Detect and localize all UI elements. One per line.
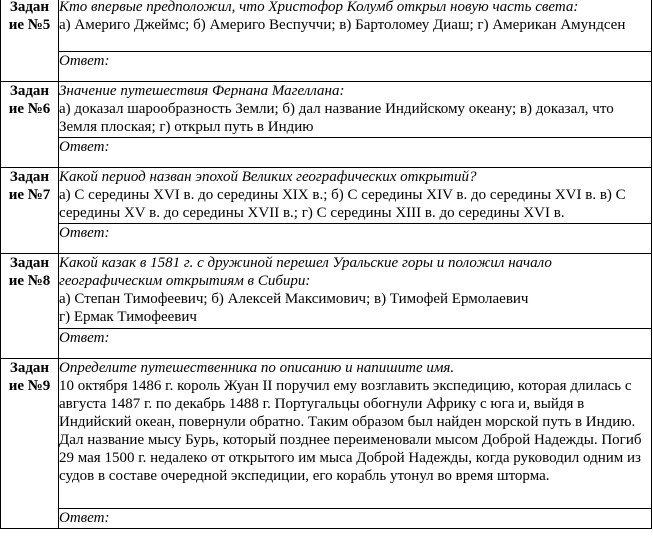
task-question — [59, 168, 652, 224]
answer-label: Ответ: — [59, 53, 110, 69]
task-text: 10 октября 1486 г. король Жуан II поручил ему возглавить экспедицию, которая длилась с августа 1487 г. по декабрь 1488 г. Португальцы обогнули Африку с юга и, выйдя в Индийский океан, повернули обратно. Таким образом был найден морской путь в Индию. Дал название мысу Бурь, который позднее переименовали мысом Доброй Надежды. Погиб 29 мая 1500 г. недалеко от открытого им мыса Доброй Надежды, когда руководил одним из судов в составе очередной экспедиции, его корабль утонул во время шторма. — [59, 378, 642, 484]
task-prompt: Какой казак в 1581 г. с дружиной перешел Уральские горы и положил начало географическим открытиям в Сибири: — [59, 255, 552, 289]
answer-label: Ответ: — [59, 510, 110, 526]
task-label — [1, 168, 59, 254]
answer-row — [1, 224, 652, 254]
answer-label: Ответ: — [59, 225, 110, 241]
task-options: а) доказал шарообразность Земли; б) дал название Индийскому океану; в) доказал, что Земля плоская; г) открыл путь в Индию — [59, 101, 614, 135]
task-label — [1, 82, 59, 168]
answer-cell[interactable] — [59, 509, 652, 529]
task-row — [1, 82, 652, 138]
task-prompt: Какой период назван эпохой Великих географических открытий? — [59, 169, 477, 185]
answer-label: Ответ: — [59, 330, 110, 346]
task-prompt: Определите путешественника по описанию и напишите имя. — [59, 360, 455, 376]
task-label-line: Задан — [9, 360, 50, 376]
task-question — [59, 82, 652, 138]
task-label — [1, 254, 59, 359]
task-label-line: Задан — [9, 0, 50, 15]
task-question — [59, 0, 652, 52]
answer-row — [1, 52, 652, 82]
answer-row — [1, 509, 652, 529]
task-row — [1, 168, 652, 224]
task-prompt: Кто впервые предположил, что Христофор Колумб открыл новую часть света: — [59, 0, 579, 15]
task-row — [1, 359, 652, 509]
task-question — [59, 254, 652, 329]
task-label-line: Задан — [9, 255, 50, 271]
task-row — [1, 0, 652, 52]
answer-cell[interactable] — [59, 329, 652, 359]
task-prompt: Значение путешествия Фернана Магеллана: — [59, 83, 345, 99]
task-label-line: Задан — [9, 169, 50, 185]
task-label-line: Задан — [9, 83, 50, 99]
answer-cell[interactable] — [59, 138, 652, 168]
task-options: а) Америго Джеймс; б) Америго Веспуччи; в) Бартоломеу Диаш; г) Американ Амундсен — [59, 17, 626, 33]
answer-row — [1, 329, 652, 359]
answer-row — [1, 138, 652, 168]
task-label-line: ие №5 — [8, 17, 51, 33]
task-label-line: ие №9 — [8, 378, 51, 394]
task-label-line: ие №7 — [8, 187, 51, 203]
task-row — [1, 254, 652, 329]
answer-cell[interactable] — [59, 52, 652, 82]
answer-label: Ответ: — [59, 139, 110, 155]
task-label — [1, 359, 59, 529]
task-label — [1, 0, 59, 82]
task-options: а) Степан Тимофеевич; б) Алексей Максимович; в) Тимофей Ермолаевич — [59, 291, 529, 307]
task-question — [59, 359, 652, 509]
task-options: г) Ермак Тимофеевич — [59, 309, 197, 325]
task-label-line: ие №6 — [8, 101, 51, 117]
answer-cell[interactable] — [59, 224, 652, 254]
task-label-line: ие №8 — [8, 273, 51, 289]
task-options: а) С середины XVI в. до середины XIX в.; б) С середины XIV в. до середины XVI в. в) С середины XV в. до середины XVII в.; г) С середины XIII в. до середины XVI в. — [59, 187, 626, 221]
